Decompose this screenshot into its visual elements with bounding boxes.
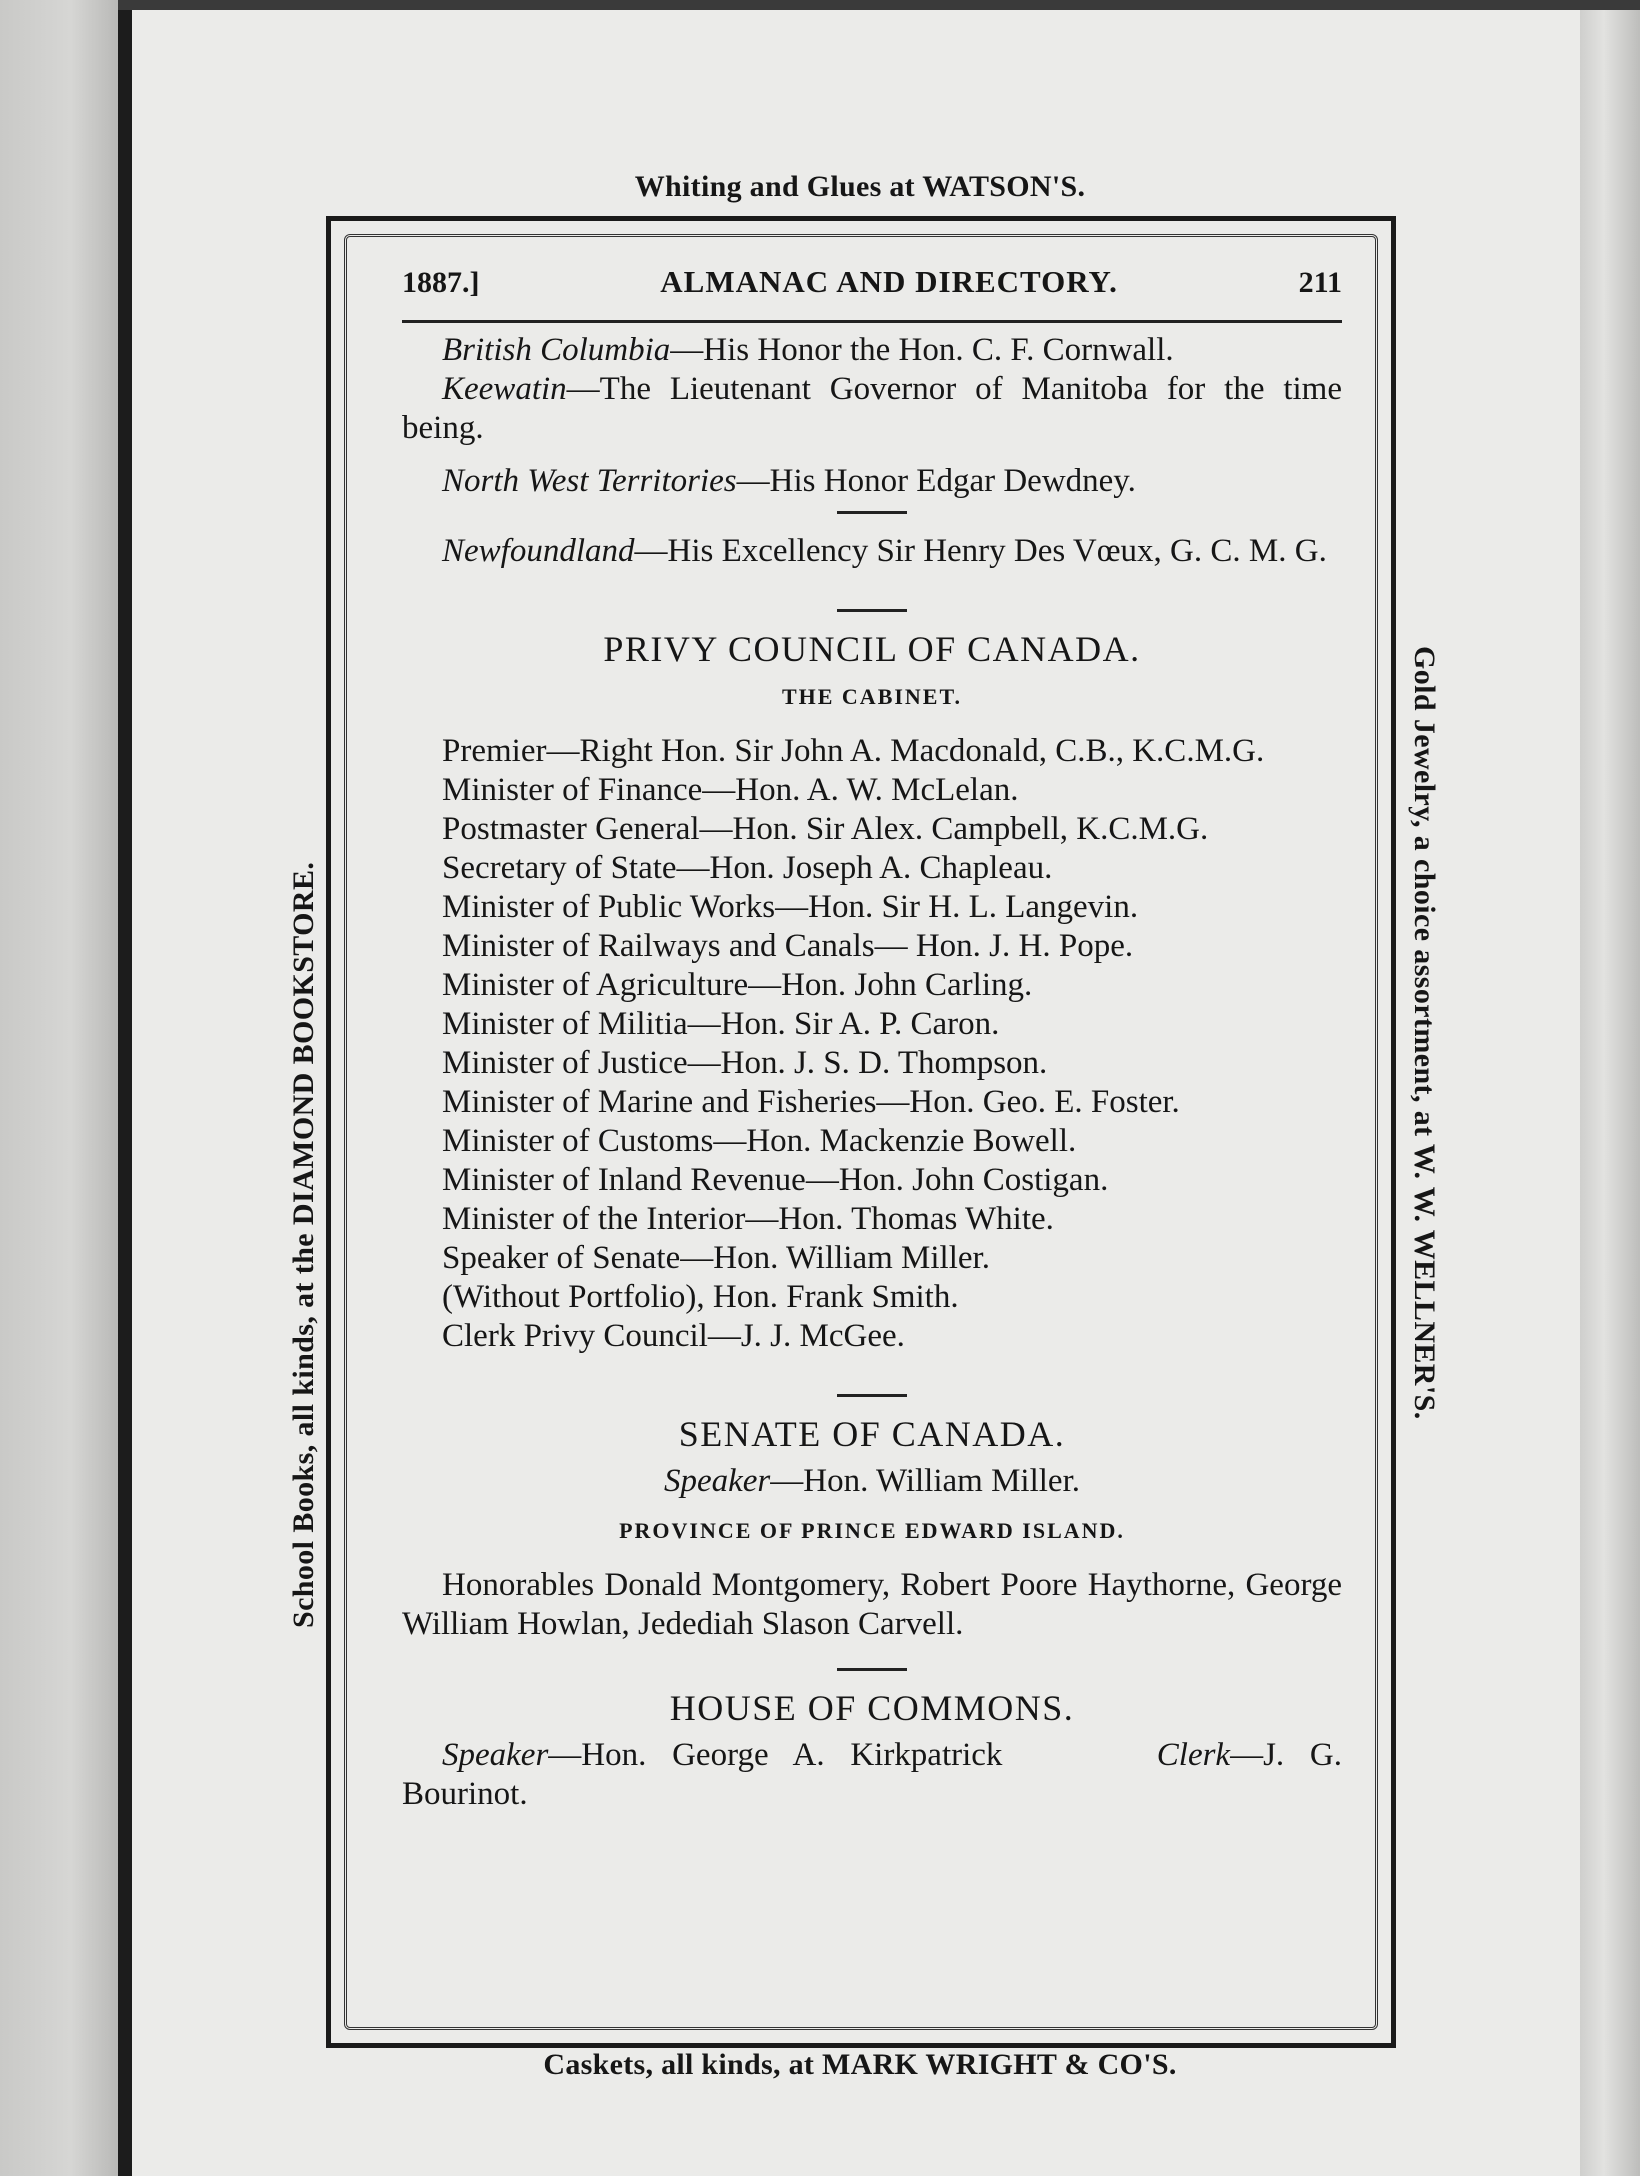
running-header [402, 250, 1342, 320]
cabinet-member: Minister of Militia—Hon. Sir A. P. Caron. [442, 1006, 1000, 1042]
governor-entry [402, 462, 1342, 501]
book-gutter [0, 0, 118, 2176]
page-number: 211 [1298, 266, 1342, 299]
cabinet-member: Minister of Customs—Hon. Mackenzie Bowell. [442, 1123, 1077, 1159]
senate-members: Honorables Donald Montgomery, Robert Poore Haythorne, George William Howlan, Jedediah Slason Carvell. [402, 1567, 1342, 1642]
header-rule [402, 320, 1342, 323]
governor-text: —The Lieutenant Governor of Manitoba for the time being. [402, 371, 1342, 446]
speaker-text: —Hon. George A. Kirkpatrick [548, 1737, 1003, 1773]
cabinet-member: Minister of the Interior—Hon. Thomas White. [442, 1201, 1054, 1237]
page-content [402, 250, 1342, 1814]
governor-region: Newfoundland [442, 533, 635, 569]
page-right-edge [1580, 10, 1640, 2176]
cabinet-member: Secretary of State—Hon. Joseph A. Chapleau. [442, 850, 1053, 886]
speaker-label: Speaker [663, 1463, 771, 1499]
commons-officers [402, 1736, 1342, 1814]
cabinet-member: Minister of Railways and Canals— Hon. J. H. Pope. [442, 928, 1134, 964]
governor-entry [402, 370, 1342, 448]
section-divider [837, 511, 907, 514]
advert-left: School Books, all kinds, at the DIAMOND BOOKSTORE. [287, 861, 320, 1628]
governor-region: Keewatin [442, 371, 567, 407]
cabinet-member: Minister of Agriculture—Hon. John Carling. [442, 967, 1033, 1003]
governor-region: British Columbia [442, 332, 671, 368]
governor-entry [402, 331, 1342, 370]
section-divider [837, 1394, 907, 1397]
clerk-label: Clerk [1156, 1737, 1231, 1773]
section-divider [837, 1668, 907, 1671]
section-divider [837, 609, 907, 612]
senate-heading: SENATE OF CANADA. [678, 1414, 1066, 1454]
page-top-edge [118, 0, 1640, 10]
header-title: ALMANAC AND DIRECTORY. [660, 264, 1118, 299]
cabinet-member: Minister of Inland Revenue—Hon. John Costigan. [442, 1162, 1109, 1198]
clerk-text: —J. G. Bourinot. [402, 1737, 1342, 1812]
cabinet-member: Speaker of Senate—Hon. William Miller. [442, 1240, 990, 1276]
cabinet-member: Minister of Public Works—Hon. Sir H. L. Langevin. [442, 889, 1139, 925]
cabinet-subheading: THE CABINET. [781, 684, 963, 709]
advert-right: Gold Jewelry, a choice assortment, at W. W. WELLNER'S. [1408, 646, 1441, 1420]
advert-bottom: Caskets, all kinds, at MARK WRIGHT & CO'S. [543, 2048, 1177, 2081]
privy-council-heading: PRIVY COUNCIL OF CANADA. [603, 629, 1141, 669]
newfoundland-entry [402, 532, 1342, 571]
cabinet-member: Minister of Finance—Hon. A. W. McLelan. [442, 772, 1019, 808]
senate-speaker [402, 1462, 1342, 1501]
speaker-label: Speaker [442, 1737, 549, 1773]
premier-entry: Premier—Right Hon. Sir John A. Macdonald, C.B., K.C.M.G. [442, 733, 1265, 769]
cabinet-member: Clerk Privy Council—J. J. McGee. [442, 1318, 905, 1354]
governor-text: —His Excellency Sir Henry Des Vœux, G. C. M. G. [634, 533, 1327, 569]
cabinet-member: (Without Portfolio), Hon. Frank Smith. [442, 1279, 959, 1315]
header-year: 1887.] [402, 266, 480, 299]
advert-top: Whiting and Glues at WATSON'S. [634, 170, 1086, 203]
cabinet-member: Minister of Justice—Hon. J. S. D. Thompson. [442, 1045, 1048, 1081]
cabinet-member: Minister of Marine and Fisheries—Hon. Geo. E. Foster. [442, 1084, 1180, 1120]
cabinet-list [402, 771, 1342, 1356]
cabinet-member: Postmaster General—Hon. Sir Alex. Campbell, K.C.M.G. [442, 811, 1209, 847]
commons-heading: HOUSE OF COMMONS. [669, 1688, 1075, 1728]
gutter-shadow [118, 0, 132, 2176]
governor-text: —His Honor Edgar Dewdney. [736, 463, 1136, 499]
governor-text: —His Honor the Hon. C. F. Cornwall. [670, 332, 1174, 368]
speaker-text: —Hon. William Miller. [770, 1463, 1080, 1499]
province-subheading: PROVINCE OF PRINCE EDWARD ISLAND. [619, 1518, 1125, 1543]
governor-region: North West Territories [442, 463, 737, 499]
